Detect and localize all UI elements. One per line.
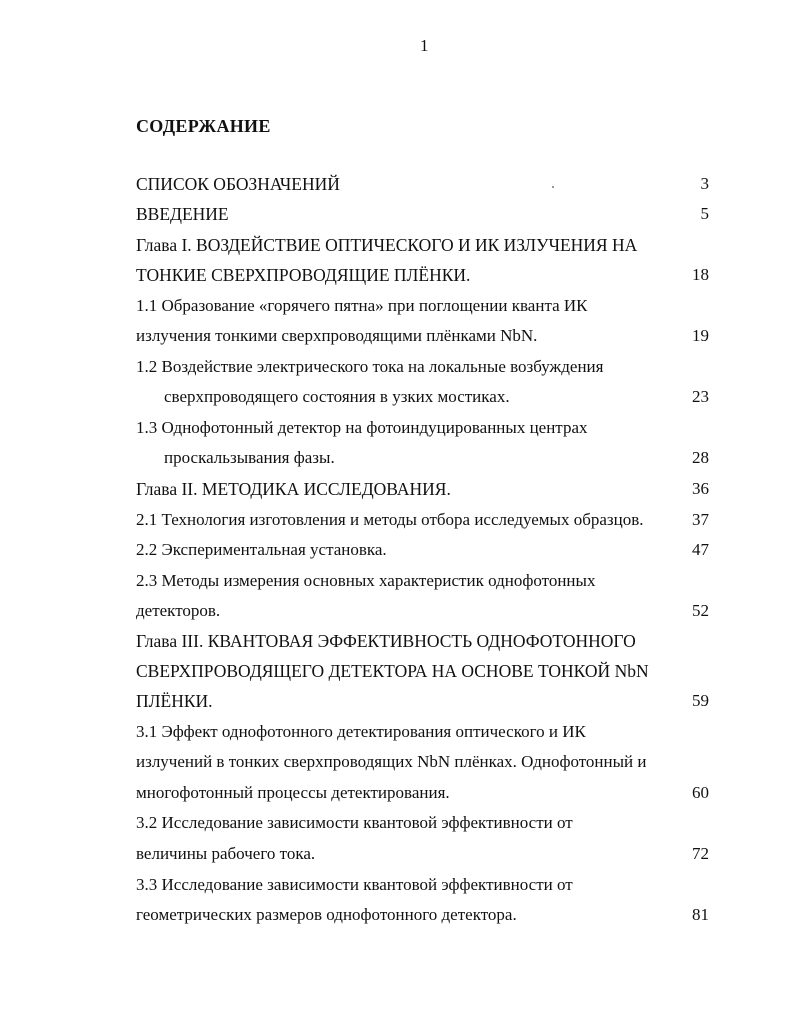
toc-entry-page: 60 xyxy=(692,783,709,802)
toc-entry xyxy=(0,842,799,866)
toc-entry-page: 36 xyxy=(692,479,709,498)
toc-entry-title: Глава I. ВОЗДЕЙСТВИЕ ОПТИЧЕСКОГО И ИК ИЗЛУЧЕНИЯ НА xyxy=(136,235,638,255)
toc-entry xyxy=(0,629,799,653)
toc-entry xyxy=(0,781,799,805)
toc-entry xyxy=(0,477,799,501)
toc-entry-title: Глава II. МЕТОДИКА ИССЛЕДОВАНИЯ. xyxy=(136,479,451,499)
toc-entry-title: излучения тонкими сверхпроводящими плёнками NbN. xyxy=(136,326,538,345)
toc-entry xyxy=(0,172,799,196)
toc-entry xyxy=(0,416,799,440)
toc-entry xyxy=(0,324,799,348)
toc-entry-page: 52 xyxy=(692,601,709,620)
toc-entry-title: 3.3 Исследование зависимости квантовой эффективности от xyxy=(136,875,573,894)
toc-entry-title: излучений в тонких сверхпроводящих NbN плёнках. Однофотонный и xyxy=(136,752,647,771)
toc-entry-title: 1.2 Воздействие электрического тока на локальные возбуждения xyxy=(136,357,604,376)
toc-entry xyxy=(0,202,799,226)
toc-entry-title: 1.3 Однофотонный детектор на фотоиндуцированных центрах xyxy=(136,418,588,437)
toc-entry-title: 3.1 Эффект однофотонного детектирования оптического и ИК xyxy=(136,722,586,741)
toc-entry-page: 72 xyxy=(692,844,709,863)
toc-entry-page: 5 xyxy=(700,204,709,223)
toc-entry-title: ПЛЁНКИ. xyxy=(136,691,213,711)
toc-entry xyxy=(0,263,799,287)
toc-entry-title: ТОНКИЕ СВЕРХПРОВОДЯЩИЕ ПЛЁНКИ. xyxy=(136,265,471,285)
toc-entry-page: 59 xyxy=(692,691,709,710)
toc-entry xyxy=(0,659,799,683)
toc-entry xyxy=(0,294,799,318)
toc-entry-title: 1.1 Образование «горячего пятна» при поглощении кванта ИК xyxy=(136,296,588,315)
toc-entry xyxy=(0,873,799,897)
toc-entry xyxy=(0,689,799,713)
toc-entry-title: 2.1 Технология изготовления и методы отбора исследуемых образцов. xyxy=(136,510,644,529)
toc-entry-title: СПИСОК ОБОЗНАЧЕНИЙ xyxy=(136,174,340,194)
toc-entry-page: 47 xyxy=(692,540,709,559)
toc-entry xyxy=(0,355,799,379)
toc-entry-title: проскальзывания фазы. xyxy=(164,448,335,467)
toc-entry-title: Глава III. КВАНТОВАЯ ЭФФЕКТИВНОСТЬ ОДНОФОТОННОГО xyxy=(136,631,636,651)
toc-entry xyxy=(0,569,799,593)
toc-entry xyxy=(0,599,799,623)
toc-entry xyxy=(0,720,799,744)
toc-entry xyxy=(0,385,799,409)
toc-entry-page: 28 xyxy=(692,448,709,467)
toc-entry-title: 3.2 Исследование зависимости квантовой эффективности от xyxy=(136,813,573,832)
toc-entry-title: 2.3 Методы измерения основных характеристик однофотонных xyxy=(136,571,596,590)
toc-entry xyxy=(0,446,799,470)
toc-entry xyxy=(0,811,799,835)
toc-entry-title: сверхпроводящего состояния в узких мостиках. xyxy=(164,387,510,406)
toc-entry-title: 2.2 Экспериментальная установка. xyxy=(136,540,387,559)
toc-entry xyxy=(0,508,799,532)
toc-entry-page: 19 xyxy=(692,326,709,345)
toc-heading: СОДЕРЖАНИЕ xyxy=(136,116,271,136)
toc-entry-page: 23 xyxy=(692,387,709,406)
toc-entry-title: геометрических размеров однофотонного детектора. xyxy=(136,905,517,924)
page-number: 1 xyxy=(420,36,429,55)
toc-entry-page: 37 xyxy=(692,510,709,529)
toc-entry-title: детекторов. xyxy=(136,601,221,620)
toc-entry-page: 81 xyxy=(692,905,709,924)
toc-entry-page: 3 xyxy=(700,174,709,193)
toc-entry-title: СВЕРХПРОВОДЯЩЕГО ДЕТЕКТОРА НА ОСНОВЕ ТОНКОЙ NbN xyxy=(136,661,649,681)
toc-entry-title: ВВЕДЕНИЕ xyxy=(136,204,229,224)
toc-entry-title: многофотонный процессы детектирования. xyxy=(136,783,450,802)
toc-entry-title: величины рабочего тока. xyxy=(136,844,316,863)
toc-entry xyxy=(0,750,799,774)
toc-entry xyxy=(0,538,799,562)
toc-entry xyxy=(0,233,799,257)
toc-entry xyxy=(0,903,799,927)
toc-entry-page: 18 xyxy=(692,265,709,284)
